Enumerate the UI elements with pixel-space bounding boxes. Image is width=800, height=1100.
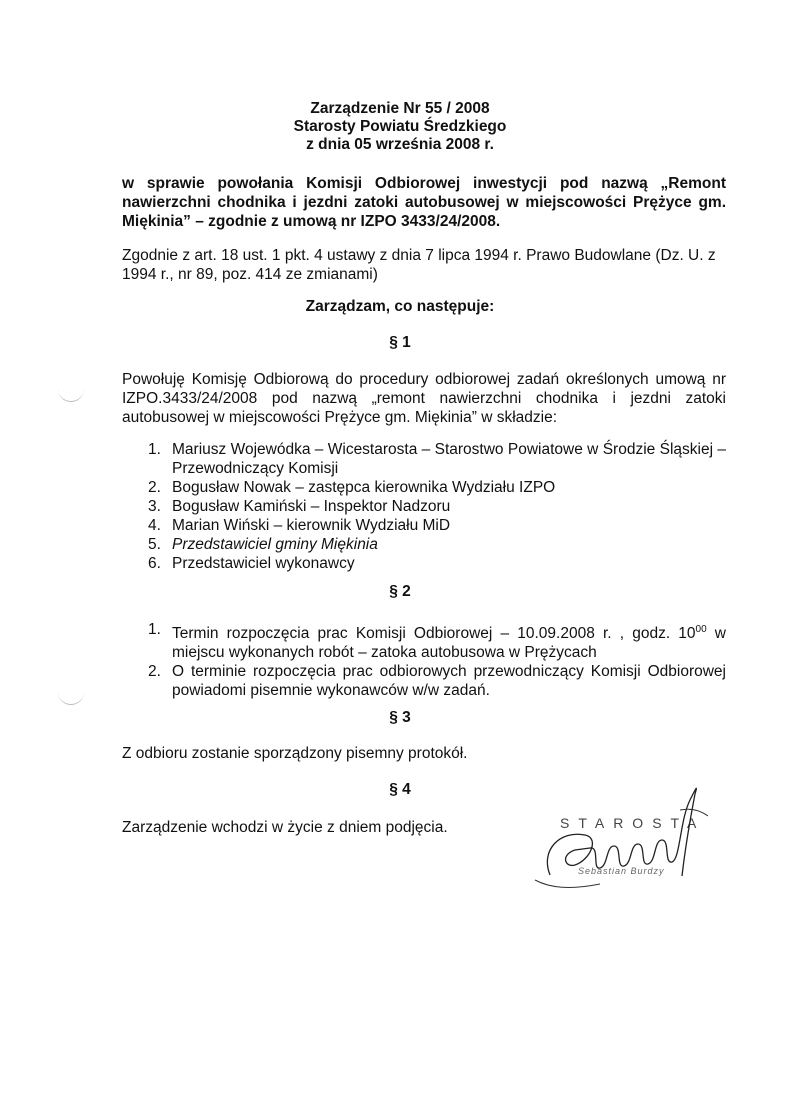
list-item-text: Bogusław Kamiński – Inspektor Nadzoru — [172, 498, 451, 515]
legal-basis-paragraph: Zgodnie z art. 18 ust. 1 pkt. 4 ustawy z dnia 7 lipca 1994 r. Prawo Budowlane (Dz. U. z 1994 r., nr 89, poz. 414 ze zmianami) — [122, 247, 716, 283]
list-item — [122, 620, 726, 662]
section-1-intro: Powołuję Komisję Odbiorową do procedury odbiorowej zadań określonych umową nr IZPO.3433/24/2008 pod nazwą „remont nawierzchni chodnika i jezdni zatoki autobusowej w miejscowości Prężyce gm. Miękinia” w składzie: — [122, 371, 726, 426]
list-item — [122, 478, 726, 497]
section-1-heading: § 1 — [389, 334, 411, 351]
list-item-number: 4. — [148, 517, 161, 534]
list-item-text — [172, 625, 726, 661]
section-3-text: Z odbioru zostanie sporządzony pisemny protokół. — [122, 745, 468, 762]
punch-hole-mark — [58, 690, 84, 705]
list-item-text: Przedstawiciel gminy Miękinia — [172, 536, 378, 553]
signature-image — [530, 780, 720, 900]
time-superscript: 00 — [695, 624, 707, 635]
subject-paragraph: w sprawie powołania Komisji Odbiorowej inwestycji pod nazwą „Remont nawierzchni chodnika i jezdni zatoki autobusowej w miejscowości Prężyce gm. Miękinia” – zgodnie z umową nr IZPO 3433/24/2008. — [122, 175, 726, 230]
section-2-heading: § 2 — [389, 583, 411, 600]
section-2-list — [122, 620, 726, 700]
list-item — [122, 662, 726, 700]
section-4-heading: § 4 — [389, 781, 411, 798]
list-item-number: 1. — [148, 441, 161, 458]
title-line-2: Starosty Powiatu Średzkiego — [293, 118, 507, 135]
committee-members-list — [122, 440, 726, 573]
stamp-name: Sebastian Burdzy — [578, 866, 665, 876]
list-item-text: Mariusz Wojewódka – Wicestarosta – Starostwo Powiatowe w Środzie Śląskiej – Przewodniczący Komisji — [172, 441, 726, 477]
list-item-number: 3. — [148, 498, 161, 515]
list-item-number: 2. — [148, 479, 161, 496]
list-item-text: Marian Wiński – kierownik Wydziału MiD — [172, 517, 451, 534]
order-heading: Zarządzam, co następuje: — [305, 298, 495, 315]
stamp-title: STAROSTA — [560, 815, 706, 831]
list-item-number: 6. — [148, 555, 161, 572]
list-item-number: 2. — [148, 663, 161, 681]
section-3-heading: § 3 — [389, 709, 411, 726]
list-item — [122, 535, 726, 554]
list-item — [122, 497, 726, 516]
list-item — [122, 440, 726, 478]
list-item-text: Przedstawiciel wykonawcy — [172, 555, 355, 572]
list-item-number: 1. — [148, 621, 161, 638]
list-item-text: O terminie rozpoczęcia prac odbiorowych przewodniczący Komisji Odbiorowej powiadomi pisemnie wykonawców w/w zadań. — [172, 663, 726, 700]
list-item-text: Bogusław Nowak – zastępca kierownika Wydziału IZPO — [172, 479, 556, 496]
document-title — [0, 100, 800, 154]
title-line-1: Zarządzenie Nr 55 / 2008 — [310, 100, 490, 117]
list-item-text-end: w miejscu wykonanych robót – zatoka autobusowa w Prężycach — [172, 625, 727, 662]
section-4-text: Zarządzenie wchodzi w życie z dniem podjęcia. — [122, 819, 448, 836]
list-item — [122, 554, 726, 573]
list-item-text-start: Termin rozpoczęcia prac Komisji Odbiorowej – 10.09.2008 r. , godz. 10 — [172, 625, 696, 643]
punch-hole-mark — [58, 387, 84, 402]
list-item — [122, 516, 726, 535]
list-item-number: 5. — [148, 536, 161, 553]
title-line-3: z dnia 05 września 2008 r. — [306, 136, 494, 153]
